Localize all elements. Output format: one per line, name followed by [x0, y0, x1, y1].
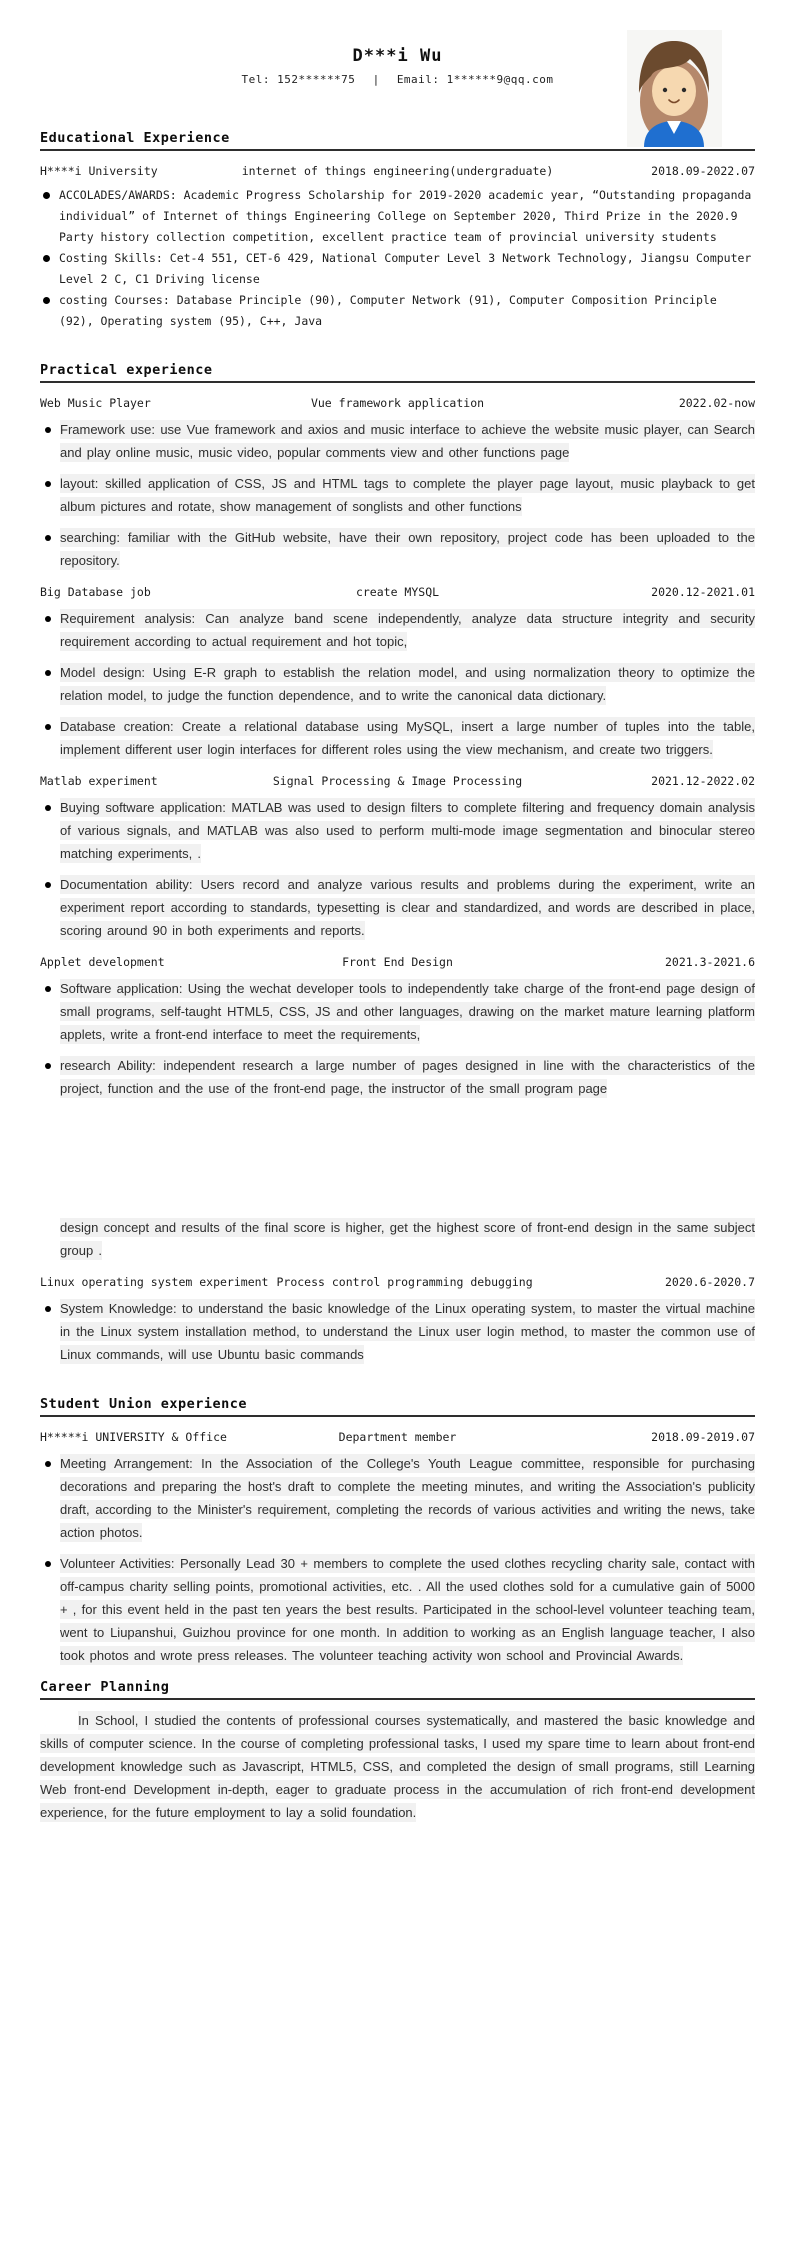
- list-item: [40, 526, 755, 572]
- job-entry: [40, 1275, 755, 1289]
- job-subtitle: Process control programming debugging: [276, 1275, 533, 1289]
- job-subtitle: Vue framework application: [310, 396, 485, 410]
- job-subtitle: Signal Processing & Image Processing: [272, 774, 523, 788]
- section-student-union: [40, 1396, 755, 1667]
- list-item: [40, 873, 755, 942]
- contact-separator: |: [372, 73, 380, 86]
- list-item: [40, 796, 755, 865]
- job-bullet-list: [40, 977, 755, 1100]
- bullet-text: Software application: Using the wechat developer tools to independently take charge of the front-end page design of small programs, self-taught HTML5, CSS, JS and other languages, drawing on the market mature learning platform applets, write a front-end interface to meet the requirements,: [60, 981, 755, 1042]
- list-item: [40, 418, 755, 464]
- org-name: H****i University: [40, 164, 158, 178]
- bullet-text: design concept and results of the final score is higher, get the highest score of front-end design in the same subject group .: [60, 1220, 755, 1258]
- job-subtitle: create MYSQL: [355, 585, 440, 599]
- section-heading-student-union: Student Union experience: [40, 1396, 248, 1412]
- bullet-text: Requirement analysis: Can analyze band scene independently, analyze data structure integrity and security requirement according to actual requirement and hot topic,: [60, 611, 755, 649]
- bullet-text: Buying software application: MATLAB was used to design filters to complete filtering and frequency domain analysis of various signals, and MATLAB was also used to perform multi-mode image segmentation and binocular stereo matching experiments, .: [60, 800, 755, 861]
- list-item: [40, 715, 755, 761]
- profile-photo: [627, 30, 722, 147]
- job-title: Big Database job: [40, 585, 151, 599]
- date-range: 2021.12-2022.02: [651, 774, 755, 788]
- list-item: ACCOLADES/AWARDS: Academic Progress Scholarship for 2019-2020 academic year, “Outstanding propaganda individual” of Internet of things Engineering College on September 2020, Third Prize in the 2020.9 Party history collection competition, excellent practice team of provincial university students: [40, 185, 755, 248]
- job-entry: [40, 585, 755, 599]
- bullet-text: Model design: Using E-R graph to establish the relation model, and using normalization theory to optimize the relation model, to judge the function dependence, and to write the canonical data dictionary.: [60, 665, 755, 703]
- date-range: 2020.12-2021.01: [651, 585, 755, 599]
- job-entry: [40, 396, 755, 410]
- education-entry: [40, 164, 755, 178]
- list-item: [40, 977, 755, 1046]
- job-bullet-list: [40, 418, 755, 572]
- section-rule: [40, 149, 755, 151]
- list-item: Costing Skills: Cet-4 551, CET-6 429, National Computer Level 3 Network Technology, Jiangsu Computer Level 2 C, C1 Driving license: [40, 248, 755, 290]
- paragraph-text: In School, I studied the contents of professional courses systematically, and mastered the basic knowledge and skills of computer science. In the course of completing professional tasks, I used my spare time to learn about front-end development knowledge such as Javascript, HTML5, CSS, and completed the design of small programs, still Learning Web front-end Development in-depth, eager to graduate process in the accumulation of rich front-end development experience, for the future employment to lay a solid foundation.: [40, 1713, 755, 1820]
- job-title: Linux operating system experiment: [40, 1275, 269, 1289]
- program-name: internet of things engineering(undergraduate): [241, 164, 554, 178]
- org-name: H*****i UNIVERSITY & Office: [40, 1430, 227, 1444]
- page-break-gap: [40, 1108, 755, 1208]
- list-item: [40, 1054, 755, 1100]
- list-item: [40, 1452, 755, 1544]
- resume-name: D***i Wu: [352, 46, 443, 66]
- job-title: Applet development: [40, 955, 165, 969]
- list-item: [40, 607, 755, 653]
- tel-value: Tel: 152******75: [241, 73, 356, 86]
- list-item: costing Courses: Database Principle (90), Computer Network (91), Computer Composition Principle (92), Operating system (95), C++, Java: [40, 290, 755, 332]
- job-entry: [40, 955, 755, 969]
- section-career-planning: [40, 1679, 755, 1824]
- date-range: 2021.3-2021.6: [664, 955, 755, 969]
- list-item: [40, 661, 755, 707]
- job-bullet-list: [40, 1297, 755, 1366]
- student-union-bullet-list: [40, 1452, 755, 1667]
- date-range: 2020.6-2020.7: [664, 1275, 755, 1289]
- list-item: [40, 1297, 755, 1366]
- section-rule: [40, 1415, 755, 1417]
- section-heading-practical: Practical experience: [40, 362, 213, 378]
- bullet-text: research Ability: independent research a large number of pages designed in line with the characteristics of the project, function and the use of the front-end page, the instructor of the small program page: [60, 1058, 755, 1096]
- job-title: Matlab experiment: [40, 774, 158, 788]
- job-subtitle: Front End Design: [342, 955, 453, 969]
- bullet-text: searching: familiar with the GitHub website, have their own repository, project code has been uploaded to the repository.: [60, 530, 755, 568]
- section-rule: [40, 381, 755, 383]
- bullet-text: Framework use: use Vue framework and axios and music interface to achieve the website music player, can Search and play online music, music video, popular comments view and other functions page: [60, 422, 755, 460]
- list-item: [40, 1552, 755, 1667]
- job-bullet-list: [40, 607, 755, 761]
- section-heading-education: Educational Experience: [40, 130, 230, 146]
- bullet-text: Meeting Arrangement: In the Association of the College's Youth League committee, responsible for purchasing decorations and preparing the host's draft to complete the meeting minutes, and writing the Association's publicity draft, according to the Minister's requirement, completing the records of various activities and writing the news, take action photos.: [60, 1456, 755, 1540]
- section-heading-career: Career Planning: [40, 1679, 170, 1695]
- section-education: [40, 130, 755, 332]
- bullet-text: System Knowledge: to understand the basic knowledge of the Linux operating system, to master the virtual machine in the Linux system installation method, to understand the Linux user login method, to master the common use of Linux commands, will use Ubuntu basic commands: [60, 1301, 755, 1362]
- list-item: [40, 472, 755, 518]
- bullet-text: Documentation ability: Users record and analyze various results and problems during the experiment, write an experiment report according to standards, typesetting is clear and standardized, and words are described in place, scoring around 90 in both experiments and reports.: [60, 877, 755, 938]
- career-paragraph: [40, 1709, 755, 1824]
- education-bullet-list: [40, 185, 755, 332]
- job-entry: [40, 774, 755, 788]
- position-name: Department member: [338, 1430, 457, 1444]
- job-title: Web Music Player: [40, 396, 151, 410]
- bullet-text: Volunteer Activities: Personally Lead 30 + members to complete the used clothes recycling charity sale, contact with off-campus charity selling points, promotional activities, etc. . All the used clothes sold for a cumulative gain of 5000 + , for this event held in the past ten years the best results. Participated in the school-level volunteer teaching team, went to Liupanshui, Guizhou province for one month. In addition to working as an English language teacher, I also took photos and wrote press releases. The volunteer teaching activity won school and Provincial Awards.: [60, 1556, 755, 1663]
- date-range: 2022.02-now: [678, 396, 755, 410]
- job-bullet-list: [40, 796, 755, 942]
- bullet-text: Database creation: Create a relational database using MySQL, insert a large number of tuples into the table, implement different user login interfaces for different roles using the view mechanism, and create two triggers.: [60, 719, 755, 757]
- section-practical: [40, 362, 755, 1366]
- email-value: Email: 1******9@qq.com: [396, 73, 554, 86]
- date-range: 2018.09-2019.07: [651, 1430, 755, 1444]
- bullet-text: layout: skilled application of CSS, JS and HTML tags to complete the player page layout, music playback to get album pictures and rotate, show management of songlists and other functions: [60, 476, 755, 514]
- student-union-entry: [40, 1430, 755, 1444]
- date-range: 2018.09-2022.07: [651, 164, 755, 178]
- section-rule: [40, 1698, 755, 1700]
- bullet-continuation: [60, 1216, 755, 1262]
